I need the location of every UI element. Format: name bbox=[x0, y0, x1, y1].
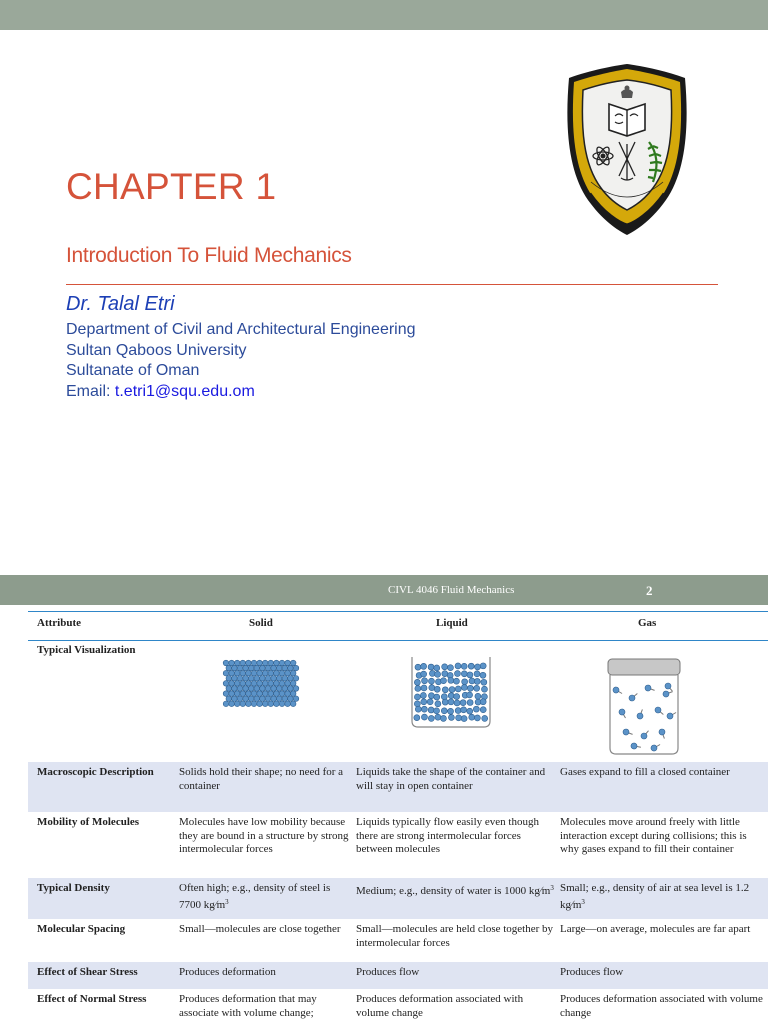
molecule bbox=[265, 696, 271, 702]
molecule bbox=[468, 663, 474, 669]
molecule bbox=[282, 676, 288, 682]
table-row bbox=[28, 919, 768, 962]
molecule bbox=[223, 681, 229, 687]
molecule bbox=[279, 701, 285, 707]
molecule bbox=[462, 679, 468, 685]
molecule bbox=[454, 700, 460, 706]
container-lid bbox=[608, 659, 680, 675]
molecule bbox=[421, 714, 427, 720]
liquid-cell: Small—molecules are held close together by intermolecular forces bbox=[356, 923, 554, 949]
gas-molecule bbox=[654, 706, 666, 717]
molecule bbox=[467, 692, 473, 698]
molecule bbox=[246, 691, 252, 697]
slide-header-bar bbox=[0, 575, 768, 605]
molecule bbox=[293, 696, 299, 702]
author-name: Dr. Talal Etri bbox=[66, 293, 175, 315]
column-header-attribute: Attribute bbox=[37, 617, 81, 629]
molecule bbox=[254, 676, 260, 682]
molecule bbox=[293, 686, 299, 692]
gas-molecule bbox=[622, 728, 633, 737]
molecule bbox=[240, 691, 246, 697]
solid-cell: Solids hold their shape; no need for a container bbox=[179, 766, 344, 792]
molecule bbox=[243, 696, 249, 702]
molecule bbox=[246, 660, 252, 666]
molecule bbox=[268, 660, 274, 666]
table-top-rule bbox=[28, 611, 768, 612]
gas-molecule bbox=[666, 710, 678, 720]
molecule bbox=[274, 681, 280, 687]
molecule bbox=[271, 665, 277, 671]
molecule bbox=[435, 714, 441, 720]
molecule bbox=[415, 685, 421, 691]
molecule bbox=[455, 708, 461, 714]
molecule bbox=[480, 672, 486, 678]
comparison-slide bbox=[0, 575, 768, 1024]
molecule bbox=[246, 701, 252, 707]
molecule bbox=[290, 670, 296, 676]
author-info bbox=[66, 320, 416, 402]
molecule bbox=[440, 715, 446, 721]
gas-molecule bbox=[640, 729, 651, 741]
molecule bbox=[467, 672, 473, 678]
row-label: Effect of Normal Stress bbox=[37, 993, 147, 1005]
molecule bbox=[481, 679, 487, 685]
molecule bbox=[248, 676, 254, 682]
molecule bbox=[290, 681, 296, 687]
molecule bbox=[237, 686, 243, 692]
molecule bbox=[442, 699, 448, 705]
molecule bbox=[442, 664, 448, 670]
molecule bbox=[229, 660, 235, 666]
molecule bbox=[248, 696, 254, 702]
molecule bbox=[279, 660, 285, 666]
molecule bbox=[480, 663, 486, 669]
molecule bbox=[240, 701, 246, 707]
molecule bbox=[290, 691, 296, 697]
molecule bbox=[421, 699, 427, 705]
gas-cell bbox=[560, 882, 768, 912]
molecule bbox=[420, 692, 426, 698]
molecule bbox=[447, 665, 453, 671]
molecule bbox=[481, 686, 487, 692]
molecule bbox=[434, 694, 440, 700]
column-header-solid: Solid bbox=[249, 617, 273, 629]
molecule bbox=[240, 681, 246, 687]
gas-cell: Produces deformation associated with volume change bbox=[560, 993, 763, 1019]
molecule bbox=[290, 660, 296, 666]
row-label: Molecular Spacing bbox=[37, 923, 126, 935]
molecule bbox=[282, 686, 288, 692]
molecule bbox=[226, 686, 232, 692]
table-row bbox=[28, 812, 768, 878]
molecule bbox=[229, 670, 235, 676]
slide-top-bar bbox=[0, 0, 768, 30]
molecule bbox=[229, 681, 235, 687]
molecule bbox=[461, 716, 467, 722]
molecule bbox=[262, 701, 268, 707]
molecule bbox=[226, 665, 232, 671]
molecule bbox=[293, 676, 299, 682]
molecule bbox=[429, 685, 435, 691]
molecule bbox=[467, 699, 473, 705]
molecule bbox=[226, 696, 232, 702]
molecule bbox=[234, 670, 240, 676]
molecule bbox=[248, 686, 254, 692]
molecule bbox=[229, 701, 235, 707]
molecule bbox=[257, 691, 263, 697]
molecule bbox=[288, 686, 294, 692]
molecule bbox=[226, 676, 232, 682]
molecule bbox=[415, 664, 421, 670]
molecule bbox=[279, 670, 285, 676]
molecule bbox=[260, 665, 266, 671]
row-label: Effect of Shear Stress bbox=[37, 966, 138, 978]
molecule bbox=[434, 686, 440, 692]
molecule bbox=[285, 681, 291, 687]
exponent: 3 bbox=[581, 897, 585, 906]
liquid-cell: Liquids take the shape of the container and will stay in open container bbox=[356, 766, 546, 792]
molecule bbox=[290, 701, 296, 707]
molecule bbox=[455, 663, 461, 669]
molecule bbox=[262, 691, 268, 697]
molecule bbox=[254, 696, 260, 702]
exponent: 3 bbox=[225, 897, 229, 906]
molecule bbox=[441, 708, 447, 714]
molecule bbox=[240, 660, 246, 666]
molecule bbox=[428, 715, 434, 721]
molecule bbox=[246, 681, 252, 687]
email-line bbox=[66, 382, 416, 403]
molecule bbox=[427, 699, 433, 705]
molecule bbox=[237, 696, 243, 702]
gas-molecule bbox=[628, 691, 640, 702]
molecule bbox=[293, 665, 299, 671]
molecule bbox=[234, 691, 240, 697]
molecule bbox=[274, 670, 280, 676]
solid-cell: Produces deformation that may associate with volume change; bbox=[179, 993, 317, 1019]
molecule bbox=[232, 665, 238, 671]
molecule bbox=[257, 701, 263, 707]
molecule bbox=[257, 681, 263, 687]
molecule bbox=[456, 715, 462, 721]
molecule bbox=[428, 693, 434, 699]
molecule bbox=[473, 706, 479, 712]
molecule bbox=[421, 685, 427, 691]
molecule bbox=[461, 663, 467, 669]
molecule bbox=[240, 670, 246, 676]
molecule bbox=[276, 665, 282, 671]
gas-molecule bbox=[650, 742, 662, 752]
gas-cell: Gases expand to fill a closed container bbox=[560, 766, 730, 778]
molecule bbox=[440, 678, 446, 684]
molecule bbox=[414, 679, 420, 685]
solid-cell: Molecules have low mobility because they are bound in a structure by strong intermolecular forces bbox=[179, 816, 349, 855]
molecule bbox=[285, 670, 291, 676]
molecule bbox=[232, 676, 238, 682]
page-number: 2 bbox=[646, 583, 653, 598]
molecule bbox=[223, 691, 229, 697]
molecule bbox=[271, 676, 277, 682]
gas-cell: Produces flow bbox=[560, 966, 624, 978]
molecule bbox=[262, 681, 268, 687]
email-label: Email: bbox=[66, 382, 115, 400]
molecule bbox=[474, 678, 480, 684]
gas-molecule bbox=[618, 708, 628, 720]
molecule bbox=[415, 706, 421, 712]
molecule bbox=[414, 701, 420, 707]
solid-molecules-illustration bbox=[222, 659, 302, 711]
molecule bbox=[460, 700, 466, 706]
molecule bbox=[274, 701, 280, 707]
column-header-liquid: Liquid bbox=[436, 617, 468, 629]
liquid-density-text: Medium; e.g., density of water is 1000 kg∕m bbox=[356, 885, 551, 897]
molecule bbox=[274, 691, 280, 697]
molecule bbox=[449, 687, 455, 693]
molecule bbox=[237, 665, 243, 671]
molecule bbox=[234, 660, 240, 666]
molecule bbox=[469, 714, 475, 720]
molecule bbox=[421, 706, 427, 712]
molecule bbox=[448, 708, 454, 714]
molecule bbox=[414, 694, 420, 700]
molecule bbox=[232, 686, 238, 692]
chapter-subtitle: Introduction To Fluid Mechanics bbox=[66, 244, 352, 267]
exponent: 3 bbox=[550, 884, 554, 892]
molecule bbox=[257, 670, 263, 676]
molecule bbox=[474, 671, 480, 677]
title-divider bbox=[66, 284, 718, 285]
country-text: Sultanate of Oman bbox=[66, 362, 200, 379]
molecule bbox=[279, 691, 285, 697]
molecule bbox=[434, 708, 440, 714]
molecule bbox=[442, 687, 448, 693]
molecule bbox=[265, 665, 271, 671]
molecule bbox=[262, 670, 268, 676]
molecule bbox=[482, 715, 488, 721]
gas-molecule bbox=[636, 708, 645, 719]
molecule bbox=[243, 676, 249, 682]
liquid-container-illustration bbox=[409, 655, 493, 729]
molecule bbox=[421, 663, 427, 669]
molecule bbox=[232, 696, 238, 702]
molecule bbox=[288, 665, 294, 671]
molecule bbox=[282, 665, 288, 671]
molecule bbox=[223, 701, 229, 707]
table-row bbox=[28, 878, 768, 919]
molecule bbox=[475, 693, 481, 699]
molecule bbox=[251, 681, 257, 687]
liquid-cell bbox=[356, 882, 554, 899]
molecule bbox=[453, 678, 459, 684]
molecule bbox=[422, 678, 428, 684]
molecule bbox=[467, 685, 473, 691]
molecule bbox=[288, 676, 294, 682]
molecule bbox=[454, 694, 460, 700]
molecule bbox=[271, 686, 277, 692]
molecule bbox=[251, 660, 257, 666]
molecule bbox=[276, 676, 282, 682]
molecule bbox=[428, 707, 434, 713]
gas-density-text: Small; e.g., density of air at sea level is 1.2 kg∕m bbox=[560, 882, 750, 911]
solid-cell: Small—molecules are close together bbox=[179, 923, 341, 935]
molecule bbox=[475, 664, 481, 670]
table-row bbox=[28, 989, 768, 1024]
molecule bbox=[265, 686, 271, 692]
gas-molecule bbox=[612, 686, 624, 696]
molecule bbox=[268, 681, 274, 687]
molecule bbox=[421, 671, 427, 677]
table-header-rule bbox=[28, 640, 768, 641]
molecule bbox=[282, 696, 288, 702]
molecule bbox=[265, 676, 271, 682]
molecule bbox=[467, 708, 473, 714]
molecule bbox=[257, 660, 263, 666]
university-text: Sultan Qaboos University bbox=[66, 341, 247, 359]
molecule bbox=[251, 670, 257, 676]
molecule bbox=[223, 660, 229, 666]
molecule bbox=[260, 676, 266, 682]
molecule bbox=[480, 699, 486, 705]
molecule bbox=[435, 671, 441, 677]
molecule bbox=[260, 696, 266, 702]
liquid-cell: Produces deformation associated with volume change bbox=[356, 993, 524, 1019]
molecule bbox=[248, 665, 254, 671]
molecule bbox=[234, 681, 240, 687]
molecule bbox=[461, 671, 467, 677]
molecule bbox=[285, 660, 291, 666]
molecule bbox=[276, 696, 282, 702]
molecule bbox=[223, 670, 229, 676]
chapter-title: CHAPTER 1 bbox=[66, 166, 277, 207]
molecule bbox=[229, 691, 235, 697]
molecule bbox=[461, 707, 467, 713]
molecule bbox=[243, 686, 249, 692]
row-label: Macroscopic Description bbox=[37, 766, 154, 778]
department-text: Department of Civil and Architectural Engineering bbox=[66, 321, 416, 338]
molecule bbox=[260, 686, 266, 692]
gas-molecule bbox=[658, 728, 667, 739]
gas-container-illustration bbox=[604, 658, 684, 756]
gas-cell: Molecules move around freely with little interaction except during collisions; this is why gases expand to fill their container bbox=[560, 816, 747, 855]
molecule bbox=[246, 670, 252, 676]
email-link[interactable]: t.etri1@squ.edu.om bbox=[114, 382, 255, 400]
molecule bbox=[461, 684, 467, 690]
molecule bbox=[274, 660, 280, 666]
molecule bbox=[285, 691, 291, 697]
molecule bbox=[428, 664, 434, 670]
molecule bbox=[271, 696, 277, 702]
table-row bbox=[28, 962, 768, 989]
row-label: Mobility of Molecules bbox=[37, 816, 140, 828]
molecule bbox=[455, 686, 461, 692]
molecule bbox=[414, 715, 420, 721]
molecule bbox=[480, 707, 486, 713]
solid-cell: Produces deformation bbox=[179, 966, 276, 978]
molecule bbox=[441, 694, 447, 700]
molecule bbox=[251, 691, 257, 697]
molecule bbox=[288, 696, 294, 702]
molecule bbox=[434, 665, 440, 671]
molecule bbox=[276, 686, 282, 692]
molecule bbox=[254, 665, 260, 671]
molecule bbox=[268, 691, 274, 697]
molecule bbox=[285, 701, 291, 707]
molecule bbox=[254, 686, 260, 692]
liquid-cell: Produces flow bbox=[356, 966, 420, 978]
row-label-visualization: Typical Visualization bbox=[37, 644, 136, 656]
gas-molecule bbox=[631, 743, 642, 751]
molecule bbox=[251, 701, 257, 707]
molecule bbox=[448, 693, 454, 699]
table-row bbox=[28, 762, 768, 812]
molecule bbox=[262, 660, 268, 666]
molecule bbox=[474, 715, 480, 721]
solid-density-text: Often high; e.g., density of steel is 7700 kg∕m bbox=[179, 882, 331, 911]
molecule bbox=[428, 678, 434, 684]
molecule bbox=[448, 677, 454, 683]
course-title: CIVL 4046 Fluid Mechanics bbox=[388, 584, 515, 596]
molecule bbox=[268, 701, 274, 707]
molecule bbox=[234, 701, 240, 707]
molecule bbox=[243, 665, 249, 671]
university-crest-logo bbox=[563, 64, 691, 235]
molecule bbox=[448, 714, 454, 720]
column-header-gas: Gas bbox=[638, 617, 657, 629]
molecule bbox=[454, 671, 460, 677]
molecule bbox=[435, 701, 441, 707]
gas-molecule bbox=[644, 684, 655, 693]
molecule bbox=[474, 685, 480, 691]
row-label: Typical Density bbox=[37, 882, 110, 894]
molecule bbox=[237, 676, 243, 682]
gas-cell: Large—on average, molecules are far apart bbox=[560, 923, 751, 935]
liquid-cell: Liquids typically flow easily even though there are strong intermolecular forces between molecules bbox=[356, 816, 539, 855]
solid-cell bbox=[179, 882, 351, 912]
molecule bbox=[448, 699, 454, 705]
molecule bbox=[268, 670, 274, 676]
molecule bbox=[279, 681, 285, 687]
